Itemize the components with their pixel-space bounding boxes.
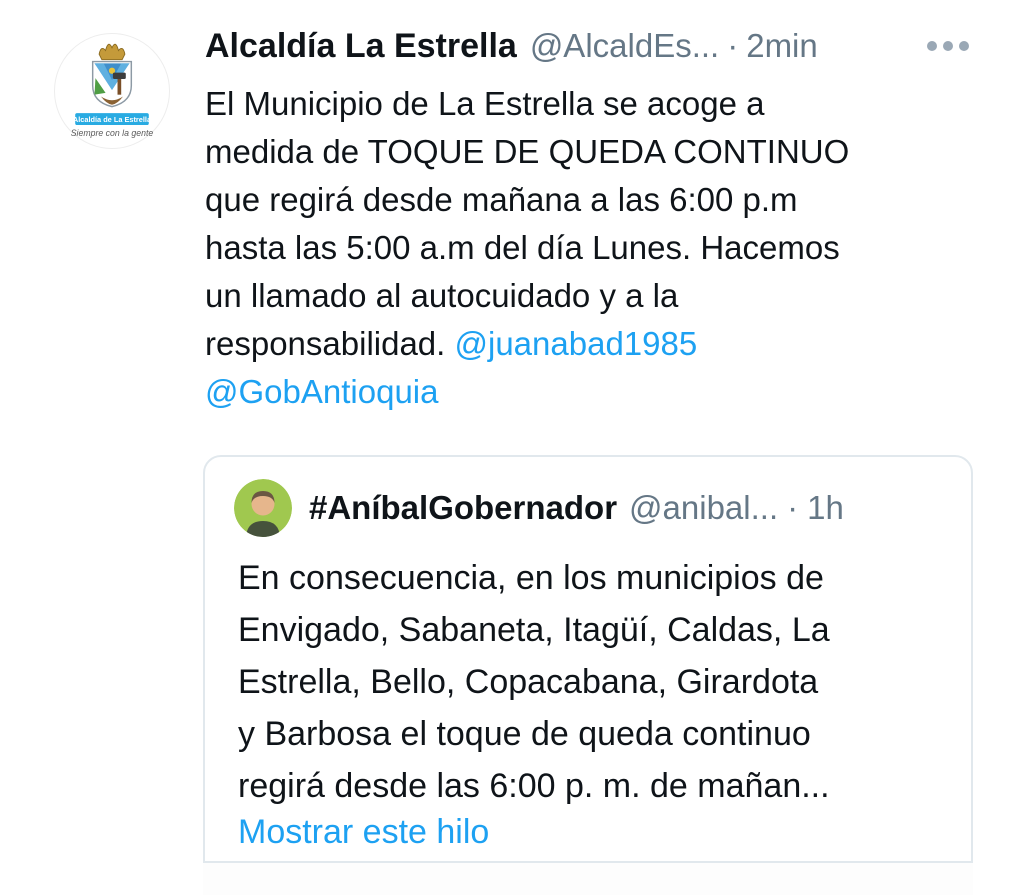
tweet-text-line [205,320,995,368]
mention-link-juanabad[interactable]: @juanabad1985 [454,325,698,362]
main-author-handle[interactable]: @AlcaldEs... [529,27,720,64]
quoted-author-handle[interactable]: @anibal... [629,489,779,526]
main-tweet-text [205,80,995,416]
main-tweet-header [205,24,973,68]
tweet-text-line: un llamado al autocuidado y a la [205,277,679,314]
quoted-author-name[interactable]: #AníbalGobernador [309,489,618,526]
svg-text:Siempre con la gente: Siempre con la gente [70,128,154,139]
person-avatar-icon [234,479,292,537]
tweet-text-line: El Municipio de La Estrella se acoge a [205,85,765,122]
coat-of-arms-crest [66,39,158,143]
separator-dot: · [727,27,739,64]
quoted-text-line: y Barbosa el toque de queda continuo [238,715,811,753]
svg-text:Alcaldía de La Estrella: Alcaldía de La Estrella [72,114,152,124]
main-tweet-timestamp[interactable]: 2min [746,27,818,64]
quoted-tweet-header [234,478,945,538]
tweet-text-line [205,368,995,416]
show-thread-link[interactable]: Mostrar este hilo [238,813,490,851]
quoted-text-line: En consecuencia, en los municipios de [238,559,824,597]
quoted-text-line: Estrella, Bello, Copacabana, Girardota [238,663,819,701]
quoted-text-line: Envigado, Sabaneta, Itagüí, Caldas, La [238,611,830,649]
main-author-name[interactable]: Alcaldía La Estrella [205,26,517,65]
tweet-text-line: medida de TOQUE DE QUEDA CONTINUO [205,133,850,170]
tweet-text-line: hasta las 5:00 a.m del día Lunes. Hacemos [205,229,840,266]
quoted-tweet-avatar[interactable] [234,479,292,537]
tweet-text-fragment: responsabilidad. [205,325,455,362]
more-ellipsis-icon[interactable] [923,33,973,59]
quoted-tweet-text [238,552,948,812]
quoted-tweet-timestamp[interactable]: 1h [807,489,844,526]
quoted-text-line: regirá desde las 6:00 p. m. de mañan... [238,767,830,805]
quoted-tweet-card[interactable] [203,455,973,895]
main-tweet-avatar[interactable] [54,33,170,149]
tweet-text-line: que regirá desde mañana a las 6:00 p.m [205,181,798,218]
quoted-media-top-edge [203,861,973,895]
mention-link-gobantioquia[interactable]: @GobAntioquia [205,373,439,410]
separator-dot: · [787,489,799,526]
